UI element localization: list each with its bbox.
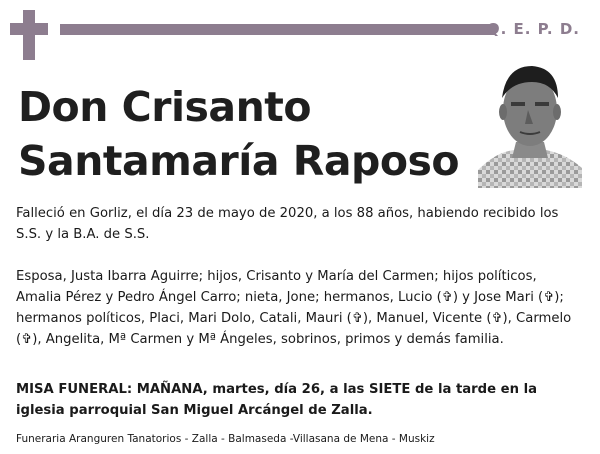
funeral-mass-paragraph: MISA FUNERAL: MAÑANA, martes, día 26, a las SIETE de la tarde en la iglesia parroquial San Miguel Arcángel de Zalla. [16,382,537,418]
header-rule [60,24,496,35]
deceased-name [18,80,468,188]
funeral-home-footer: Funeraria Aranguren Tanatorios - Zalla - Balmaseda -Villasana de Mena - Muskiz [16,433,435,445]
name-line-2: Santamaría Raposo [18,137,460,185]
family-paragraph: Esposa, Justa Ibarra Aguirre; hijos, Crisanto y María del Carmen; hijos políticos, Amalia Pérez y Pedro Ángel Carro; nieta, Jone; hermanos, Lucio (✞) y Jose Mari (✞); hermanos políticos, Placi, Mari Dolo, Catali, Mauri (✞), Manuel, Vicente (✞), Carmelo (✞), Angelita, Mª Carmen y Mª Ángeles, sobrinos, primos y demás familia. [16,269,572,347]
name-line-1: Don Crisanto [18,83,312,131]
qepd-label: Q. E. P. D. [486,20,580,38]
cross-icon [10,10,48,60]
death-notice-paragraph: Falleció en Gorliz, el día 23 de mayo de 2020, a los 88 años, habiendo recibido los S.S. y la B.A. de S.S. [16,206,559,242]
portrait-photo [478,58,582,188]
